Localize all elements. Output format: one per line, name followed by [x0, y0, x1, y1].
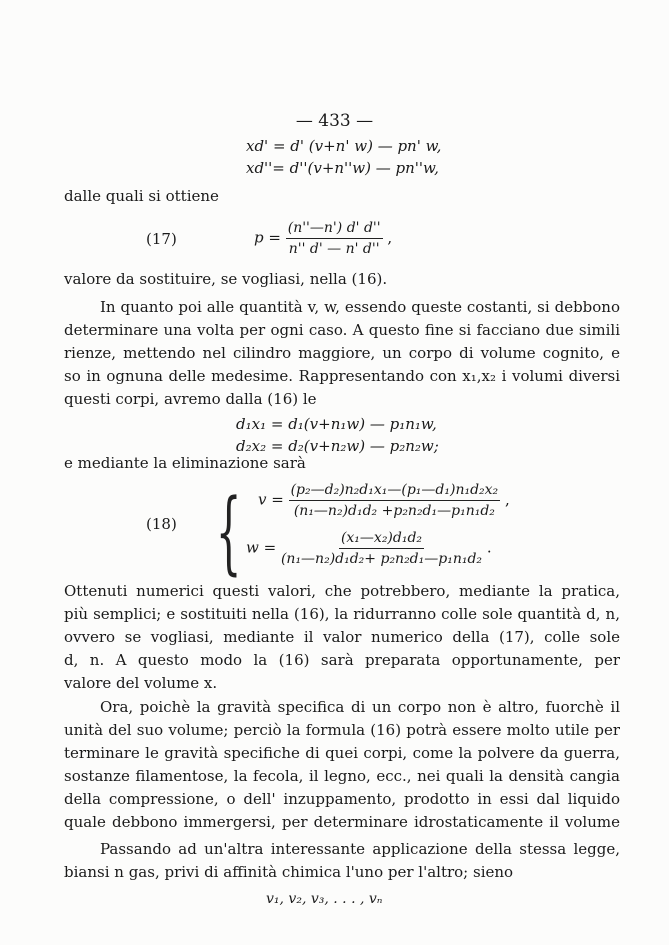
- equation-18-w: [246, 528, 492, 569]
- text-line: rienze, mettendo nel cilindro maggiore, un corpo di volume cognito, e: [64, 344, 620, 362]
- text-line: valore del volume x.: [64, 674, 218, 692]
- text-line: questi corpi, avremo dalla (16) le: [64, 390, 317, 408]
- eq-lhs: w =: [246, 538, 277, 557]
- equation: xd''= d''(v+n''w) — pn''w,: [246, 159, 439, 177]
- equation-label: (18): [146, 515, 177, 533]
- text-line: ovvero se vogliasi, mediante il valor numerico della (17), colle sole: [64, 628, 620, 646]
- text-line: unità del suo volume; perciò la formula (16) potrà essere molto utile per: [64, 721, 620, 739]
- denominator: n'' d' — n' d'': [288, 241, 380, 257]
- denominator: (n₁—n₂)d₁d₂ +p₂n₂d₁—p₁n₁d₂: [293, 503, 495, 519]
- text-line: biansi n gas, privi di affinità chimica l'uno per l'altro; sieno: [64, 863, 514, 881]
- text-line: Ora, poichè la gravità specifica di un corpo non è altro, fuorchè il: [100, 698, 620, 716]
- text-line: d, n. A questo modo la (16) sarà preparata opportunamente, per: [64, 651, 620, 669]
- equation: v₁, v₂, v₃, . . . , vₙ: [266, 891, 383, 907]
- text-line: Passando ad un'altra interessante applicazione della stessa legge,: [100, 840, 620, 858]
- text-line: sostanze filamentose, la fecola, il legno, ecc., nei quali la densità cangia: [64, 767, 620, 785]
- text-line: valore da sostituire, se vogliasi, nella (16).: [64, 270, 388, 288]
- text-line: Ottenuti numerici questi valori, che potrebbero, mediante la pratica,: [64, 582, 620, 600]
- text-line: quale debbono immergersi, per determinare idrostaticamente il volume: [64, 813, 620, 831]
- text-line: della compressione, o dell' inzuppamento, prodotto in essi dal liquido: [64, 790, 620, 808]
- brace: {: [215, 480, 242, 585]
- text-line: determinare una volta per ogni caso. A questo fine si facciano due simili: [64, 321, 620, 339]
- eq-tail: .: [486, 538, 492, 557]
- text-line: e mediante la eliminazione sarà: [64, 454, 306, 472]
- eq-tail: ,: [387, 228, 393, 247]
- numerator: (x₁—x₂)d₁d₂: [339, 528, 424, 549]
- numerator: (n''—n') d' d'': [286, 218, 383, 239]
- numerator: (p₂—d₂)n₂d₁x₁—(p₁—d₁)n₁d₂x₂: [289, 480, 501, 501]
- text-line: più semplici; e sostituiti nella (16), la ridurranno colle sole quantità d, n,: [64, 605, 620, 623]
- text-line: dalle quali si ottiene: [64, 187, 219, 205]
- equation-17: [254, 218, 392, 259]
- eq-lhs: v =: [258, 490, 284, 509]
- equation-label: (17): [146, 230, 177, 248]
- text-line: terminare le gravità specifiche di quei corpi, come la polvere da guerra,: [64, 744, 620, 762]
- fraction: [286, 218, 383, 259]
- fraction: [289, 480, 501, 521]
- equation: d₂x₂ = d₂(v+n₂w) — p₂n₂w;: [236, 437, 439, 455]
- eq-lhs: p =: [254, 228, 281, 247]
- text-line: In quanto poi alle quantità v, w, essendo queste costanti, si debbono: [100, 298, 620, 316]
- page-number: — 433 —: [295, 111, 374, 131]
- eq-tail: ,: [504, 490, 510, 509]
- denominator: (n₁—n₂)d₁d₂+ p₂n₂d₁—p₁n₁d₂: [280, 551, 483, 567]
- text-line: so in ognuna delle medesime. Rappresentando con x₁,x₂ i volumi diversi: [64, 367, 620, 385]
- fraction: [281, 528, 482, 569]
- equation: xd' = d' (v+n' w) — pn' w,: [246, 137, 442, 155]
- equation-18-v: [258, 480, 510, 521]
- equation: d₁x₁ = d₁(v+n₁w) — p₁n₁w,: [236, 415, 437, 433]
